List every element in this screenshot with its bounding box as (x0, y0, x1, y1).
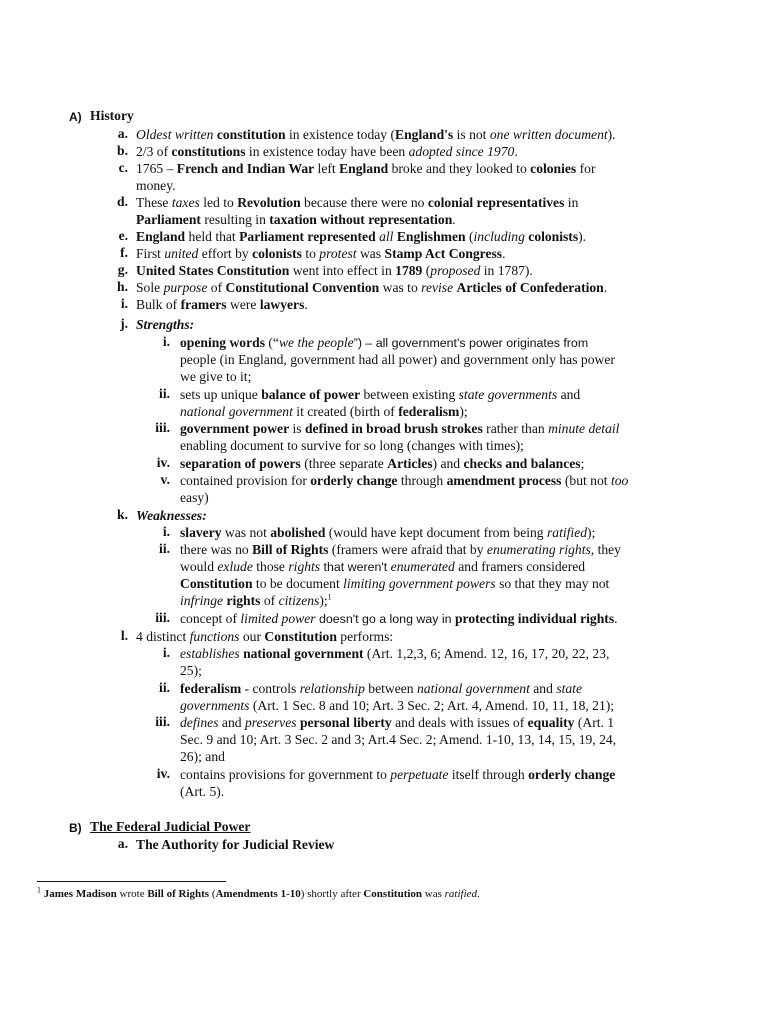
weakness-ii-line-2: would exlude those rights that weren't enumerated and framers considered (180, 559, 586, 574)
weakness-i-marker: i. (162, 524, 170, 539)
strength-iii-line-2: enabling document to survive for so long (changes with times); (180, 438, 524, 453)
strength-iii-marker: iii. (155, 420, 170, 435)
weakness-ii-line-1: there was no Bill of Rights (framers were afraid that by enumerating rights, they (180, 542, 621, 557)
item-d-line-1: These taxes led to Revolution because there were no colonial representatives in (136, 195, 579, 210)
function-ii-line-1: federalism - controls relationship between national government and state (180, 681, 582, 696)
function-iv-marker: iv. (156, 766, 170, 781)
item-k-marker: k. (117, 507, 128, 522)
function-iii-line-2: Sec. 9 and 10; Art. 3 Sec. 2 and 3; Art.4 Sec. 2; Amend. 1-10, 13, 14, 15, 19, 24, (180, 732, 617, 747)
function-iii-line-3: 26); and (180, 749, 225, 764)
section-b-item-a-marker: a. (117, 836, 128, 851)
item-d-line-2: Parliament resulting in taxation without representation. (136, 212, 456, 227)
item-l-marker: l. (120, 628, 128, 643)
function-i-line-2: 25); (180, 663, 202, 678)
strength-v-line-2: easy) (180, 490, 209, 505)
strength-i-line-1: opening words (“we the people”) – all government's power originates from (180, 335, 589, 350)
weakness-ii-line-4: infringe rights of citizens);$^1$ (180, 592, 332, 608)
strengths-heading: Strengths: (136, 317, 195, 332)
strength-iv-marker: iv. (156, 455, 170, 470)
strength-ii-marker: ii. (159, 386, 170, 401)
function-ii-marker: ii. (159, 680, 170, 695)
item-g-line: United States Constitution went into effect in 1789 (proposed in 1787). (136, 263, 533, 278)
weakness-i-line: slavery was not abolished (would have kept document from being ratified); (180, 525, 596, 540)
item-j-marker: j. (120, 316, 128, 331)
item-c-marker: c. (118, 160, 128, 175)
weaknesses-heading: Weaknesses: (136, 508, 207, 523)
item-c-line-2: money. (136, 178, 176, 193)
item-e-line: England held that Parliament represented all Englishmen (including colonists). (136, 229, 587, 244)
strength-iv-line: separation of powers (three separate Articles) and checks and balances; (180, 456, 585, 471)
footnote-ref: 1 (327, 592, 332, 602)
strength-i-marker: i. (162, 334, 170, 349)
item-h-marker: h. (117, 279, 128, 294)
weakness-ii-marker: ii. (159, 541, 170, 556)
item-f-line: First united effort by colonists to protest was Stamp Act Congress. (136, 246, 506, 261)
item-i-marker: i. (120, 296, 128, 311)
item-i-line: Bulk of framers were lawyers. (136, 297, 308, 312)
weakness-ii-line-3: Constitution to be document limiting government powers so that they may not (180, 576, 610, 591)
function-iii-line-1: defines and preserves personal liberty and deals with issues of equality (Art. 1 (180, 715, 615, 730)
strength-ii-line-1: sets up unique balance of power between existing state governments and (180, 387, 581, 402)
item-e-marker: e. (118, 228, 128, 243)
item-h-line: Sole purpose of Constitutional Convention was to revise Articles of Confederation. (136, 280, 608, 295)
strength-i-line-2: people (in England, government had all power) and government only has power (180, 352, 615, 367)
item-c-line-1: 1765 – French and Indian War left England broke and they looked to colonies for (136, 161, 596, 176)
footnote: $^1$ James Madison wrote Bill of Rights (Amendments 1-10) shortly after Constitution was ratified. (37, 885, 480, 900)
footnote-separator (37, 881, 226, 882)
strength-v-marker: v. (160, 472, 170, 487)
section-b-item-a-title: The Authority for Judicial Review (136, 837, 335, 852)
strength-v-line-1: contained provision for orderly change through amendment process (but not too (180, 473, 629, 488)
function-iv-line-1: contains provisions for government to perpetuate itself through orderly change (180, 767, 616, 782)
weakness-iii-marker: iii. (155, 610, 170, 625)
function-ii-line-2: governments (Art. 1 Sec. 8 and 10; Art. 3 Sec. 2; Art. 4, Amend. 10, 11, 18, 21); (180, 698, 615, 713)
item-g-marker: g. (117, 262, 128, 277)
strength-ii-line-2: national government it created (birth of federalism); (180, 404, 468, 419)
function-iv-line-2: (Art. 5). (180, 784, 225, 799)
item-f-marker: f. (120, 245, 128, 260)
strength-iii-line-1: government power is defined in broad brush strokes rather than minute detail (180, 421, 620, 436)
function-i-marker: i. (162, 645, 170, 660)
function-iii-marker: iii. (155, 714, 170, 729)
section-a-label: A) (69, 110, 82, 124)
item-b-line: 2/3 of constitutions in existence today have been adopted since 1970. (136, 144, 518, 159)
item-d-marker: d. (117, 194, 128, 209)
section-b-title: The Federal Judicial Power (90, 819, 251, 834)
section-a-title: History (90, 108, 134, 123)
function-i-line-1: establishes national government (Art. 1,2,3, 6; Amend. 12, 16, 17, 20, 22, 23, (180, 646, 610, 661)
strength-i-line-3: we give to it; (180, 369, 252, 384)
item-b-marker: b. (117, 143, 128, 158)
footnote-number: 1 (37, 885, 41, 895)
item-l-line: 4 distinct functions our Constitution performs: (136, 629, 394, 644)
item-a-line: Oldest written constitution in existence today (England's is not one written document). (136, 127, 616, 142)
weakness-iii-line: concept of limited power doesn't go a long way in protecting individual rights. (180, 611, 618, 626)
item-a-marker: a. (117, 126, 128, 141)
section-b-label: B) (69, 821, 82, 835)
